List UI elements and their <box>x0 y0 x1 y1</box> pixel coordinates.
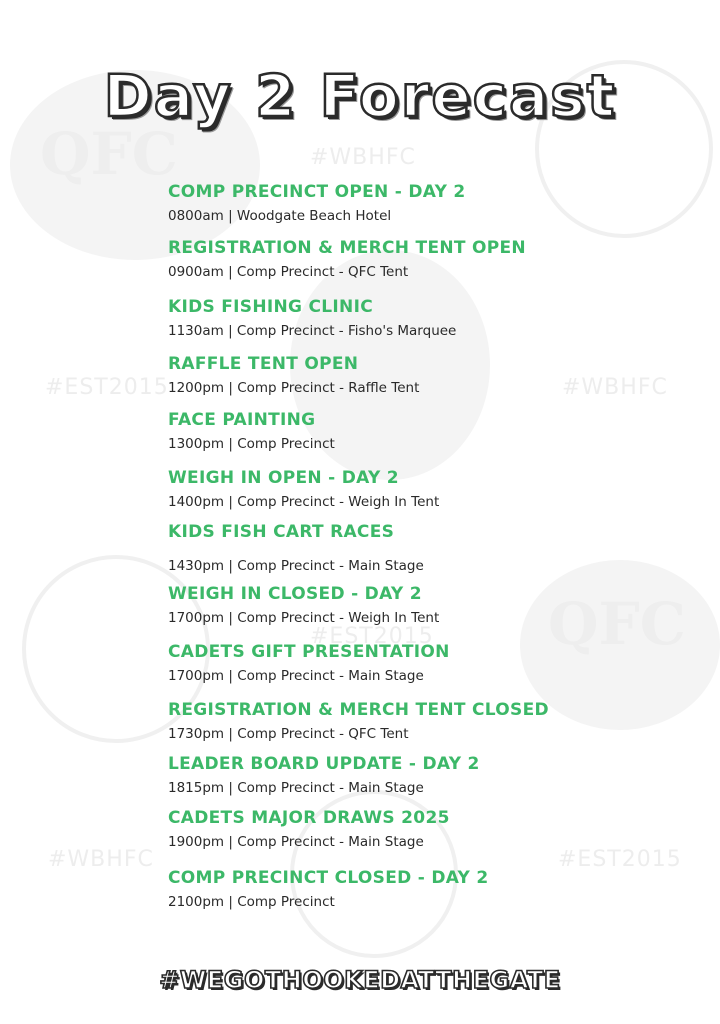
watermark-qfc-top-left: QFC <box>40 120 178 188</box>
event-title: KIDS FISHING CLINIC <box>168 297 373 317</box>
event-item <box>168 700 549 742</box>
event-title: COMP PRECINCT OPEN - DAY 2 <box>168 182 466 202</box>
event-title: COMP PRECINCT CLOSED - DAY 2 <box>168 868 489 888</box>
event-item <box>168 297 456 339</box>
watermark-hashtag-low-left: #WBHFC <box>48 847 154 872</box>
footer-hashtag: #WEGOTHOOKEDATTHEGATE <box>159 966 561 994</box>
event-item <box>168 642 450 684</box>
event-detail: 0800am | Woodgate Beach Hotel <box>168 208 392 224</box>
event-title: LEADER BOARD UPDATE - DAY 2 <box>168 754 480 774</box>
event-detail: 1200pm | Comp Precinct - Raffle Tent <box>168 380 420 396</box>
event-detail: 1400pm | Comp Precinct - Weigh In Tent <box>168 494 440 510</box>
event-detail: 1700pm | Comp Precinct - Weigh In Tent <box>168 610 440 626</box>
event-detail: 1900pm | Comp Precinct - Main Stage <box>168 834 424 850</box>
event-detail: 0900am | Comp Precinct - QFC Tent <box>168 264 409 280</box>
event-item <box>168 182 466 224</box>
event-title: RAFFLE TENT OPEN <box>168 354 359 374</box>
event-item <box>168 410 335 452</box>
event-detail: 1130am | Comp Precinct - Fisho's Marquee <box>168 323 457 339</box>
watermark-hashtag-mid-right: #WBHFC <box>562 375 668 400</box>
watermark-hashtag-low-center: #EST2015 <box>310 624 434 649</box>
event-title: FACE PAINTING <box>168 410 316 430</box>
watermark-qfc-right: QFC <box>548 590 686 658</box>
event-detail: 1730pm | Comp Precinct - QFC Tent <box>168 726 409 742</box>
event-detail: 1430pm | Comp Precinct - Main Stage <box>168 558 424 574</box>
watermark-hashtag-mid-left: #EST2015 <box>45 375 169 400</box>
event-item <box>168 868 489 910</box>
event-title: REGISTRATION & MERCH TENT CLOSED <box>168 700 549 720</box>
event-item <box>168 808 450 850</box>
event-title: WEIGH IN OPEN - DAY 2 <box>168 468 399 488</box>
event-detail: 2100pm | Comp Precinct <box>168 894 335 910</box>
event-item <box>168 238 526 280</box>
event-title: CADETS GIFT PRESENTATION <box>168 642 450 662</box>
event-item <box>168 584 439 626</box>
event-detail: 1700pm | Comp Precinct - Main Stage <box>168 668 424 684</box>
event-item <box>168 354 419 396</box>
event-title: CADETS MAJOR DRAWS 2025 <box>168 808 450 828</box>
watermark-hashtag-low-right: #EST2015 <box>558 847 682 872</box>
event-detail: 1300pm | Comp Precinct <box>168 436 335 452</box>
event-detail: 1815pm | Comp Precinct - Main Stage <box>168 780 424 796</box>
watermark-hashtag-top: #WBHFC <box>310 145 416 170</box>
event-item <box>168 754 480 796</box>
event-title: WEIGH IN CLOSED - DAY 2 <box>168 584 422 604</box>
event-title: KIDS FISH CART RACES <box>168 522 395 542</box>
event-item <box>168 468 439 510</box>
event-item <box>168 522 424 574</box>
page-title: Day 2 Forecast <box>103 62 617 130</box>
event-title: REGISTRATION & MERCH TENT OPEN <box>168 238 526 258</box>
